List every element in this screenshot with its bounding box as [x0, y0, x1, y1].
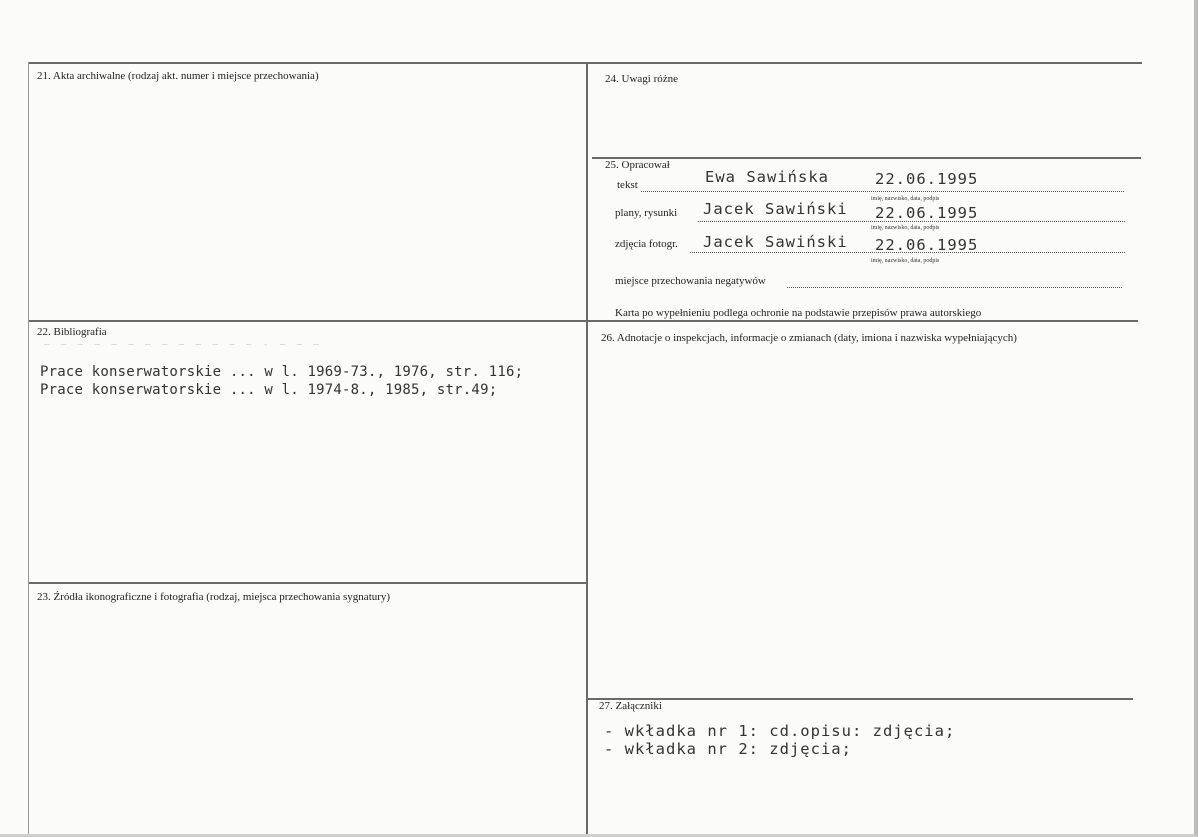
section-22-label: 22. Bibliografia: [37, 326, 107, 338]
faint-bleed-through: — — — — — — — — — — — — — - — — —: [44, 340, 322, 350]
row-tekst-caption: imię, nazwisko, data, podpis: [871, 196, 940, 202]
row-plany-name: Jacek Sawiński: [703, 200, 848, 218]
rule-25-26: [588, 320, 1138, 322]
section-25-label: 25. Opracował: [605, 159, 670, 171]
attachment-line-2: - wkładka nr 2: zdjęcia;: [604, 740, 852, 758]
copyright-note: Karta po wypełnieniu podlega ochronie na podstawie przepisów prawa autorskiego: [615, 307, 982, 319]
row-tekst-dotted-line: [641, 191, 1124, 192]
row-zdjecia-caption: imię, nazwisko, data, podpis: [871, 258, 940, 264]
rule-22-23: [28, 582, 588, 584]
row-tekst-label: tekst: [617, 179, 638, 191]
left-border: [28, 62, 29, 834]
center-divider: [586, 62, 588, 834]
row-tekst-date: 22.06.1995: [875, 170, 979, 188]
bibliography-line-2: Prace konserwatorskie ... w l. 1974-8., 1985, str.49;: [40, 382, 498, 398]
top-rule: [28, 62, 1142, 64]
row-zdjecia-date: 22.06.1995: [875, 236, 979, 254]
row-plany-date: 22.06.1995: [875, 204, 979, 222]
negatives-label: miejsce przechowania negatywów: [615, 275, 766, 287]
attachment-line-1: - wkładka nr 1: cd.opisu: zdjęcia;: [604, 722, 956, 740]
row-zdjecia-label: zdjęcia fotogr.: [615, 238, 678, 250]
bibliography-line-1: Prace konserwatorskie ... w l. 1969-73., 1976, str. 116;: [40, 364, 524, 380]
negatives-dotted-line: [787, 287, 1122, 288]
section-27-label: 27. Załączniki: [599, 700, 662, 712]
section-23-label: 23. Źródła ikonograficzne i fotografia (rodzaj, miejsca przechowania sygnatury): [37, 591, 391, 603]
row-plany-label: plany, rysunki: [615, 207, 678, 219]
rule-21-22: [28, 320, 588, 322]
rule-26-27: [588, 698, 1133, 700]
row-tekst-name: Ewa Sawińska: [705, 168, 829, 186]
section-21-label: 21. Akta archiwalne (rodzaj akt. numer i miejsce przechowania): [37, 70, 319, 82]
row-plany-caption: imię, nazwisko, data, podpis: [871, 225, 940, 231]
section-26-label: 26. Adnotacje o inspekcjach, informacje o zmianach (daty, imiona i nazwiska wypełniających): [601, 332, 1017, 344]
row-zdjecia-name: Jacek Sawiński: [703, 233, 848, 251]
rule-24-25: [592, 157, 1141, 159]
section-24-label: 24. Uwagi różne: [605, 73, 679, 85]
